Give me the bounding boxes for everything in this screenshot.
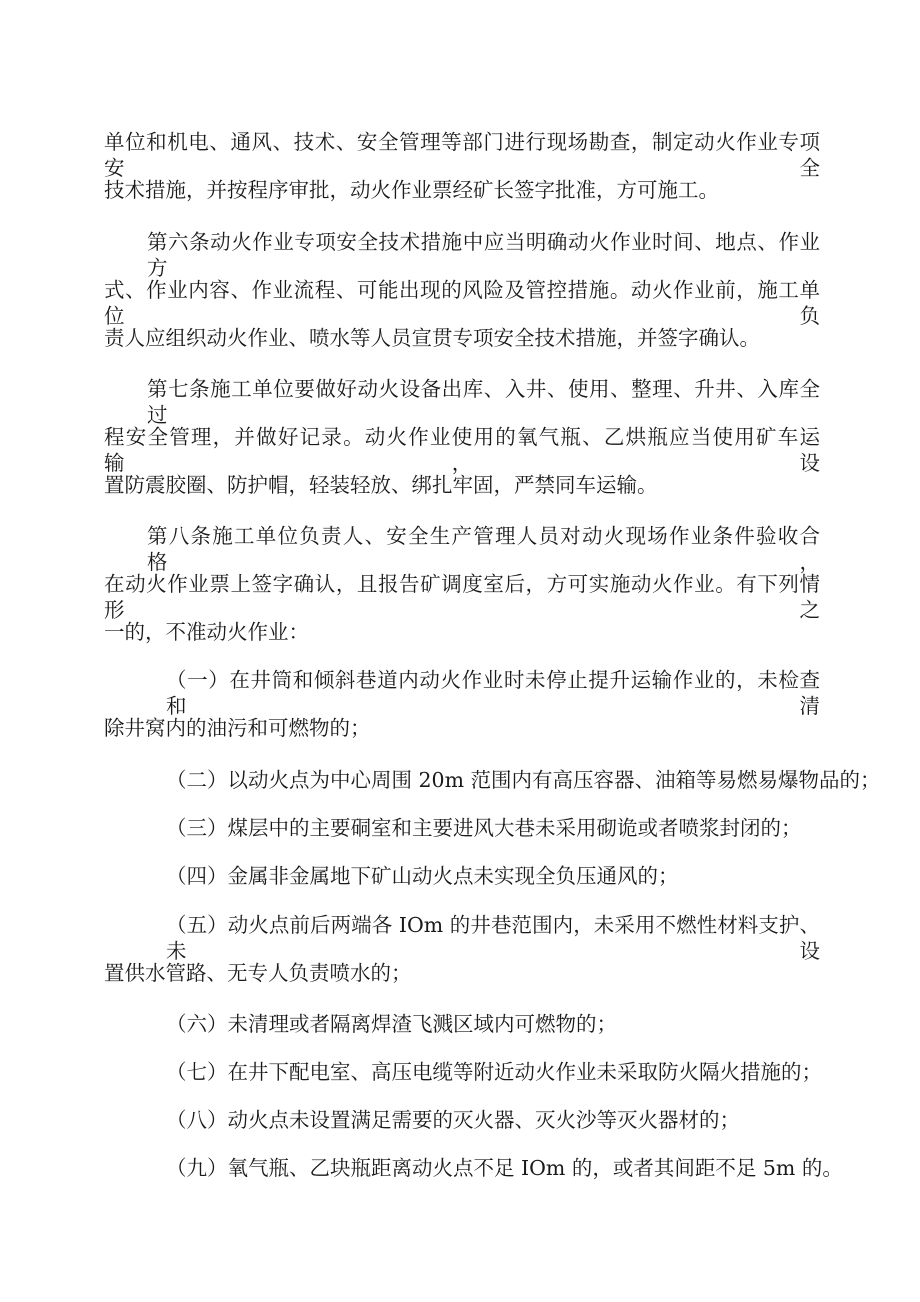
list-item-9: （九）氧气瓶、乙块瓶距离动火点不足 IOm 的，或者其间距不足 5m 的。 — [166, 1156, 843, 1180]
list-item-1-line: （一）在井筒和倾斜巷道内动火作业时未停止提升运输作业的，未检查和清 — [166, 668, 820, 718]
paragraph-line: 责人应组织动火作业、喷水等人员宣贯专项安全技术措施，并签字确认。 — [104, 326, 760, 350]
list-item-2: （二）以动火点为中心周围 20m 范围内有高压容器、油箱等易燃易爆物品的； — [166, 768, 881, 792]
paragraph-line: 在动火作业票上签字确认，且报告矿调度室后，方可实施动火作业。有下列情形之 — [104, 572, 820, 622]
article-8-line: 第八条施工单位负责人、安全生产管理人员对动火现场作业条件验收合格， — [147, 524, 820, 574]
list-item-1-line: 除井窝内的油污和可燃物的； — [104, 716, 371, 740]
list-item-4: （四）金属非金属地下矿山动火点未实现全负压通风的； — [166, 864, 679, 888]
paragraph-line: 一的，不准动火作业： — [104, 620, 309, 644]
paragraph-line: 程安全管理，并做好记录。动火作业使用的氧气瓶、乙烘瓶应当使用矿车运输，设 — [104, 425, 820, 475]
article-7-line: 第七条施工单位要做好动火设备出库、入井、使用、整理、升井、入库全过 — [147, 377, 820, 427]
list-item-5-line: 置供水管路、无专人负责喷水的； — [104, 961, 412, 985]
list-item-3: （三）煤层中的主要硐室和主要进风大巷未采用砌诡或者喷浆封闭的； — [166, 816, 802, 840]
list-item-8: （八）动火点未设置满足需要的灭火器、灭火沙等灭火器材的； — [166, 1108, 740, 1132]
list-item-5-line: （五）动火点前后两端各 IOm 的井巷范围内，未采用不燃性材料支护、未设 — [166, 913, 820, 963]
article-6-line: 第六条动火作业专项安全技术措施中应当明确动火作业时间、地点、作业方 — [147, 230, 820, 280]
paragraph-line: 式、作业内容、作业流程、可能出现的风险及管控措施。动火作业前，施工单位负 — [104, 278, 820, 328]
paragraph-line: 技术措施，并按程序审批，动火作业票经矿长签字批准，方可施工。 — [104, 178, 719, 202]
paragraph-line: 置防震胶圈、防护帽，轻装轻放、绑扎牢固，严禁同车运输。 — [104, 473, 658, 497]
list-item-6: （六）未清理或者隔离焊渣飞溅区域内可燃物的； — [166, 1012, 617, 1036]
list-item-7: （七）在井下配电室、高压电缆等附近动火作业未采取防火隔火措施的； — [166, 1060, 822, 1084]
paragraph-line: 单位和机电、通风、技术、安全管理等部门进行现场勘查，制定动火作业专项安全 — [104, 130, 820, 180]
